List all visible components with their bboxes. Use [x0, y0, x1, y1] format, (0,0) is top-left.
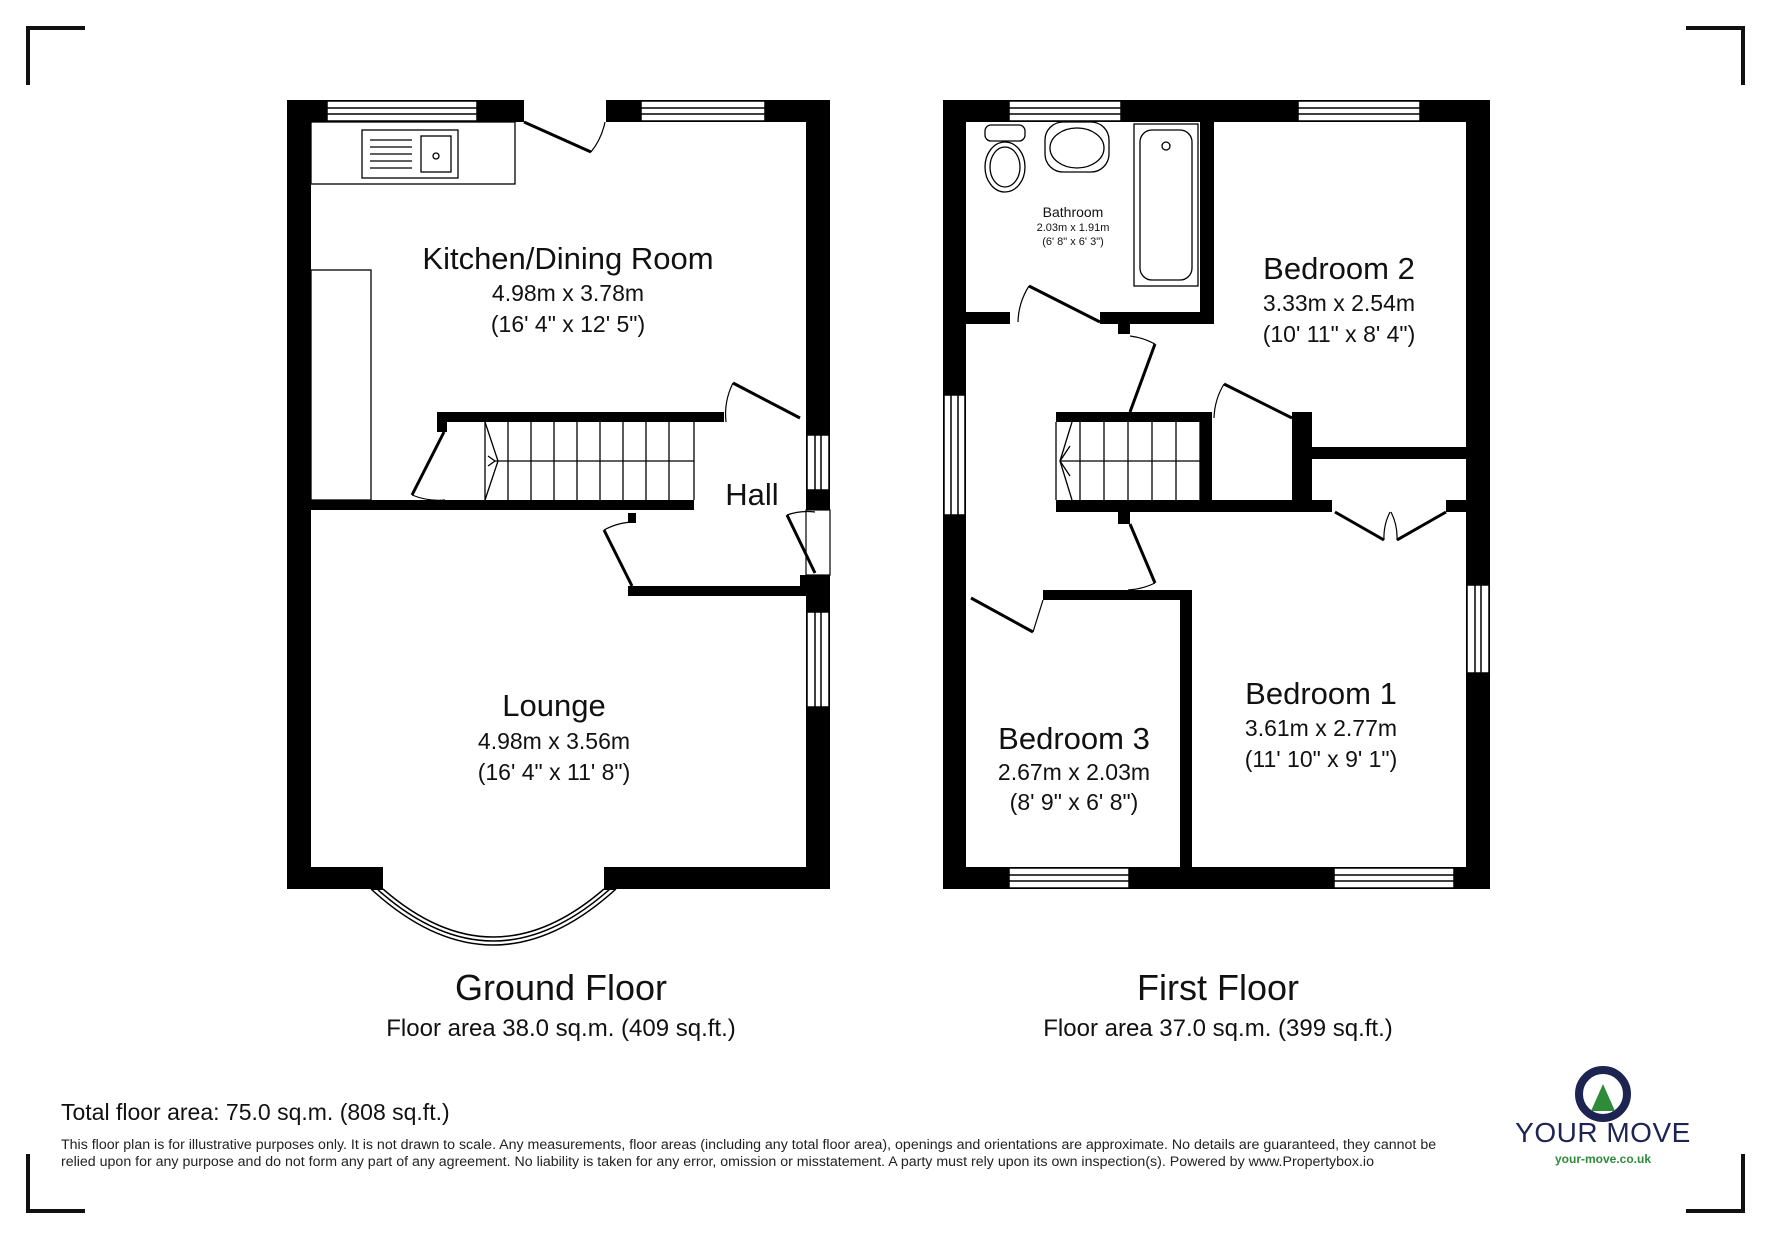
- location-pin-icon: [1579, 1070, 1627, 1118]
- bedroom1-name: Bedroom 1: [1245, 676, 1397, 711]
- first-floor-plan: [943, 100, 1490, 1042]
- ground-floor-stairs: [485, 422, 694, 500]
- kitchen-unit: [311, 270, 371, 500]
- kitchen-metric: 4.98m x 3.78m: [491, 280, 645, 306]
- hall-front-door: [787, 510, 830, 575]
- total-floor-area: Total floor area: 75.0 sq.m. (808 sq.ft.): [61, 1099, 450, 1125]
- ground-floor-plan: [287, 100, 830, 1042]
- landing-window: [944, 395, 965, 515]
- kitchen-imperial: (16' 4" x 12' 5"): [490, 311, 646, 337]
- ground-floor-area: Floor area 38.0 sq.m. (409 sq.ft.): [386, 1015, 736, 1042]
- bedroom2-metric: 3.33m x 2.54m: [1262, 290, 1416, 316]
- bedroom3-metric: 2.67m x 2.03m: [997, 759, 1151, 785]
- bath-icon: [1134, 124, 1198, 286]
- kitchen-worktop: [311, 122, 515, 184]
- toilet-icon: [1045, 122, 1109, 172]
- brand-name: YOUR MOVE: [1515, 1117, 1691, 1148]
- first-floor-stairs: [1056, 422, 1200, 500]
- disclaimer-text: This floor plan is for illustrative purposes only. It is not drawn to scale. Any measurements, floor areas (including any total floor area), openings and orientations are approximate. No details are guaranteed, they cannot be relied upon for any purpose and do not form any part of any agreement. No liability is taken for any error, omission or misstatement. A party must rely upon its own inspection(s). Powered by www.Propertybox.io: [61, 1137, 1437, 1170]
- bedroom1-metric: 3.61m x 2.77m: [1244, 715, 1398, 741]
- bedroom3-name: Bedroom 3: [998, 721, 1150, 756]
- bathroom-window: [1009, 101, 1121, 121]
- bathroom-metric: 2.03m x 1.91m: [1036, 222, 1110, 234]
- ground-floor-title: Ground Floor: [454, 967, 668, 1008]
- basin-icon: [985, 125, 1025, 192]
- bedroom1-window: [1334, 868, 1454, 888]
- sink-icon: [362, 130, 458, 178]
- hall-window: [807, 435, 829, 490]
- bedroom3-imperial: (8' 9" x 6' 8"): [1009, 789, 1139, 815]
- hall-name: Hall: [725, 477, 779, 512]
- kitchen-window-left: [327, 101, 477, 121]
- your-move-logo: [1515, 1070, 1691, 1166]
- brand-url: your-move.co.uk: [1554, 1152, 1652, 1166]
- lounge-imperial: (16' 4" x 11' 8"): [477, 759, 631, 785]
- bedroom3-window: [1009, 868, 1129, 888]
- kitchen-back-door: [524, 100, 606, 152]
- lounge-name: Lounge: [502, 688, 606, 723]
- bathroom-name: Bathroom: [1042, 204, 1104, 220]
- first-floor-title: First Floor: [1137, 967, 1299, 1008]
- bedroom1-side-window: [1467, 585, 1489, 673]
- kitchen-window-right: [641, 101, 765, 121]
- lounge-side-window: [807, 612, 829, 707]
- first-floor-area: Floor area 37.0 sq.m. (399 sq.ft.): [1043, 1015, 1393, 1042]
- bedroom2-name: Bedroom 2: [1263, 251, 1415, 286]
- lounge-metric: 4.98m x 3.56m: [477, 728, 631, 754]
- bathroom-imperial: (6' 8" x 6' 3"): [1042, 236, 1104, 248]
- ground-floor-windows: [327, 101, 829, 707]
- bedroom1-imperial: (11' 10" x 9' 1"): [1244, 746, 1398, 772]
- kitchen-name: Kitchen/Dining Room: [422, 241, 714, 276]
- bedroom2-window: [1298, 101, 1420, 121]
- bedroom2-imperial: (10' 11" x 8' 4"): [1262, 321, 1416, 347]
- lounge-bay-window: [371, 889, 616, 945]
